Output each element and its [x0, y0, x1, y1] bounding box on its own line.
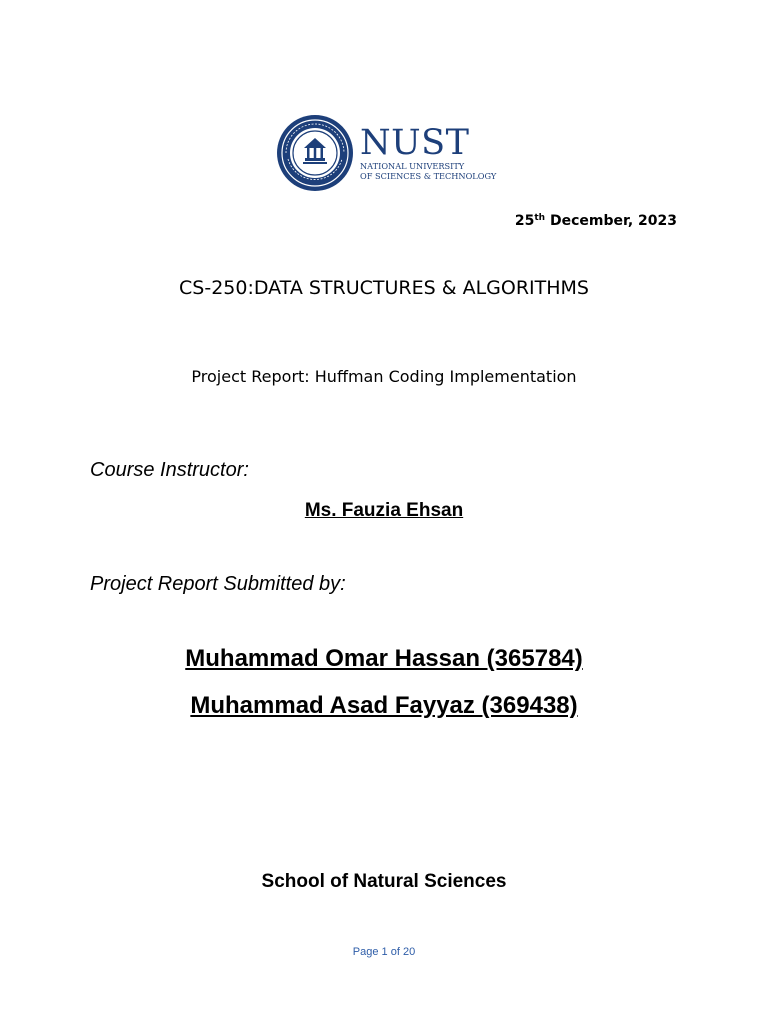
- date-rest: December, 2023: [545, 213, 677, 229]
- date-suffix: th: [534, 213, 546, 223]
- author-name: Muhammad Asad Fayyaz (369438): [190, 692, 578, 719]
- date-day: 25: [514, 213, 535, 229]
- logo-subtitle-line1: NATIONAL UNIVERSITY: [360, 161, 465, 171]
- university-seal-icon: [276, 114, 354, 192]
- logo-text: [360, 125, 496, 181]
- course-instructor-label: Course Instructor:: [90, 459, 249, 481]
- logo-subtitle-line2: OF SCIENCES & TECHNOLOGY: [360, 171, 497, 181]
- logo-wordmark: NUST: [360, 123, 470, 163]
- submitted-by-label: Project Report Submitted by:: [90, 573, 346, 595]
- nust-logo: [276, 110, 500, 196]
- report-date: [515, 213, 677, 229]
- course-title: CS-250:DATA STRUCTURES & ALGORITHMS: [179, 277, 589, 299]
- school-name: School of Natural Sciences: [261, 871, 507, 892]
- author-name: Muhammad Omar Hassan (365784): [185, 645, 583, 672]
- page-number-footer: Page 1 of 20: [352, 946, 416, 958]
- instructor-name: Ms. Fauzia Ehsan: [304, 500, 464, 521]
- report-subtitle: Project Report: Huffman Coding Implementation: [191, 367, 577, 386]
